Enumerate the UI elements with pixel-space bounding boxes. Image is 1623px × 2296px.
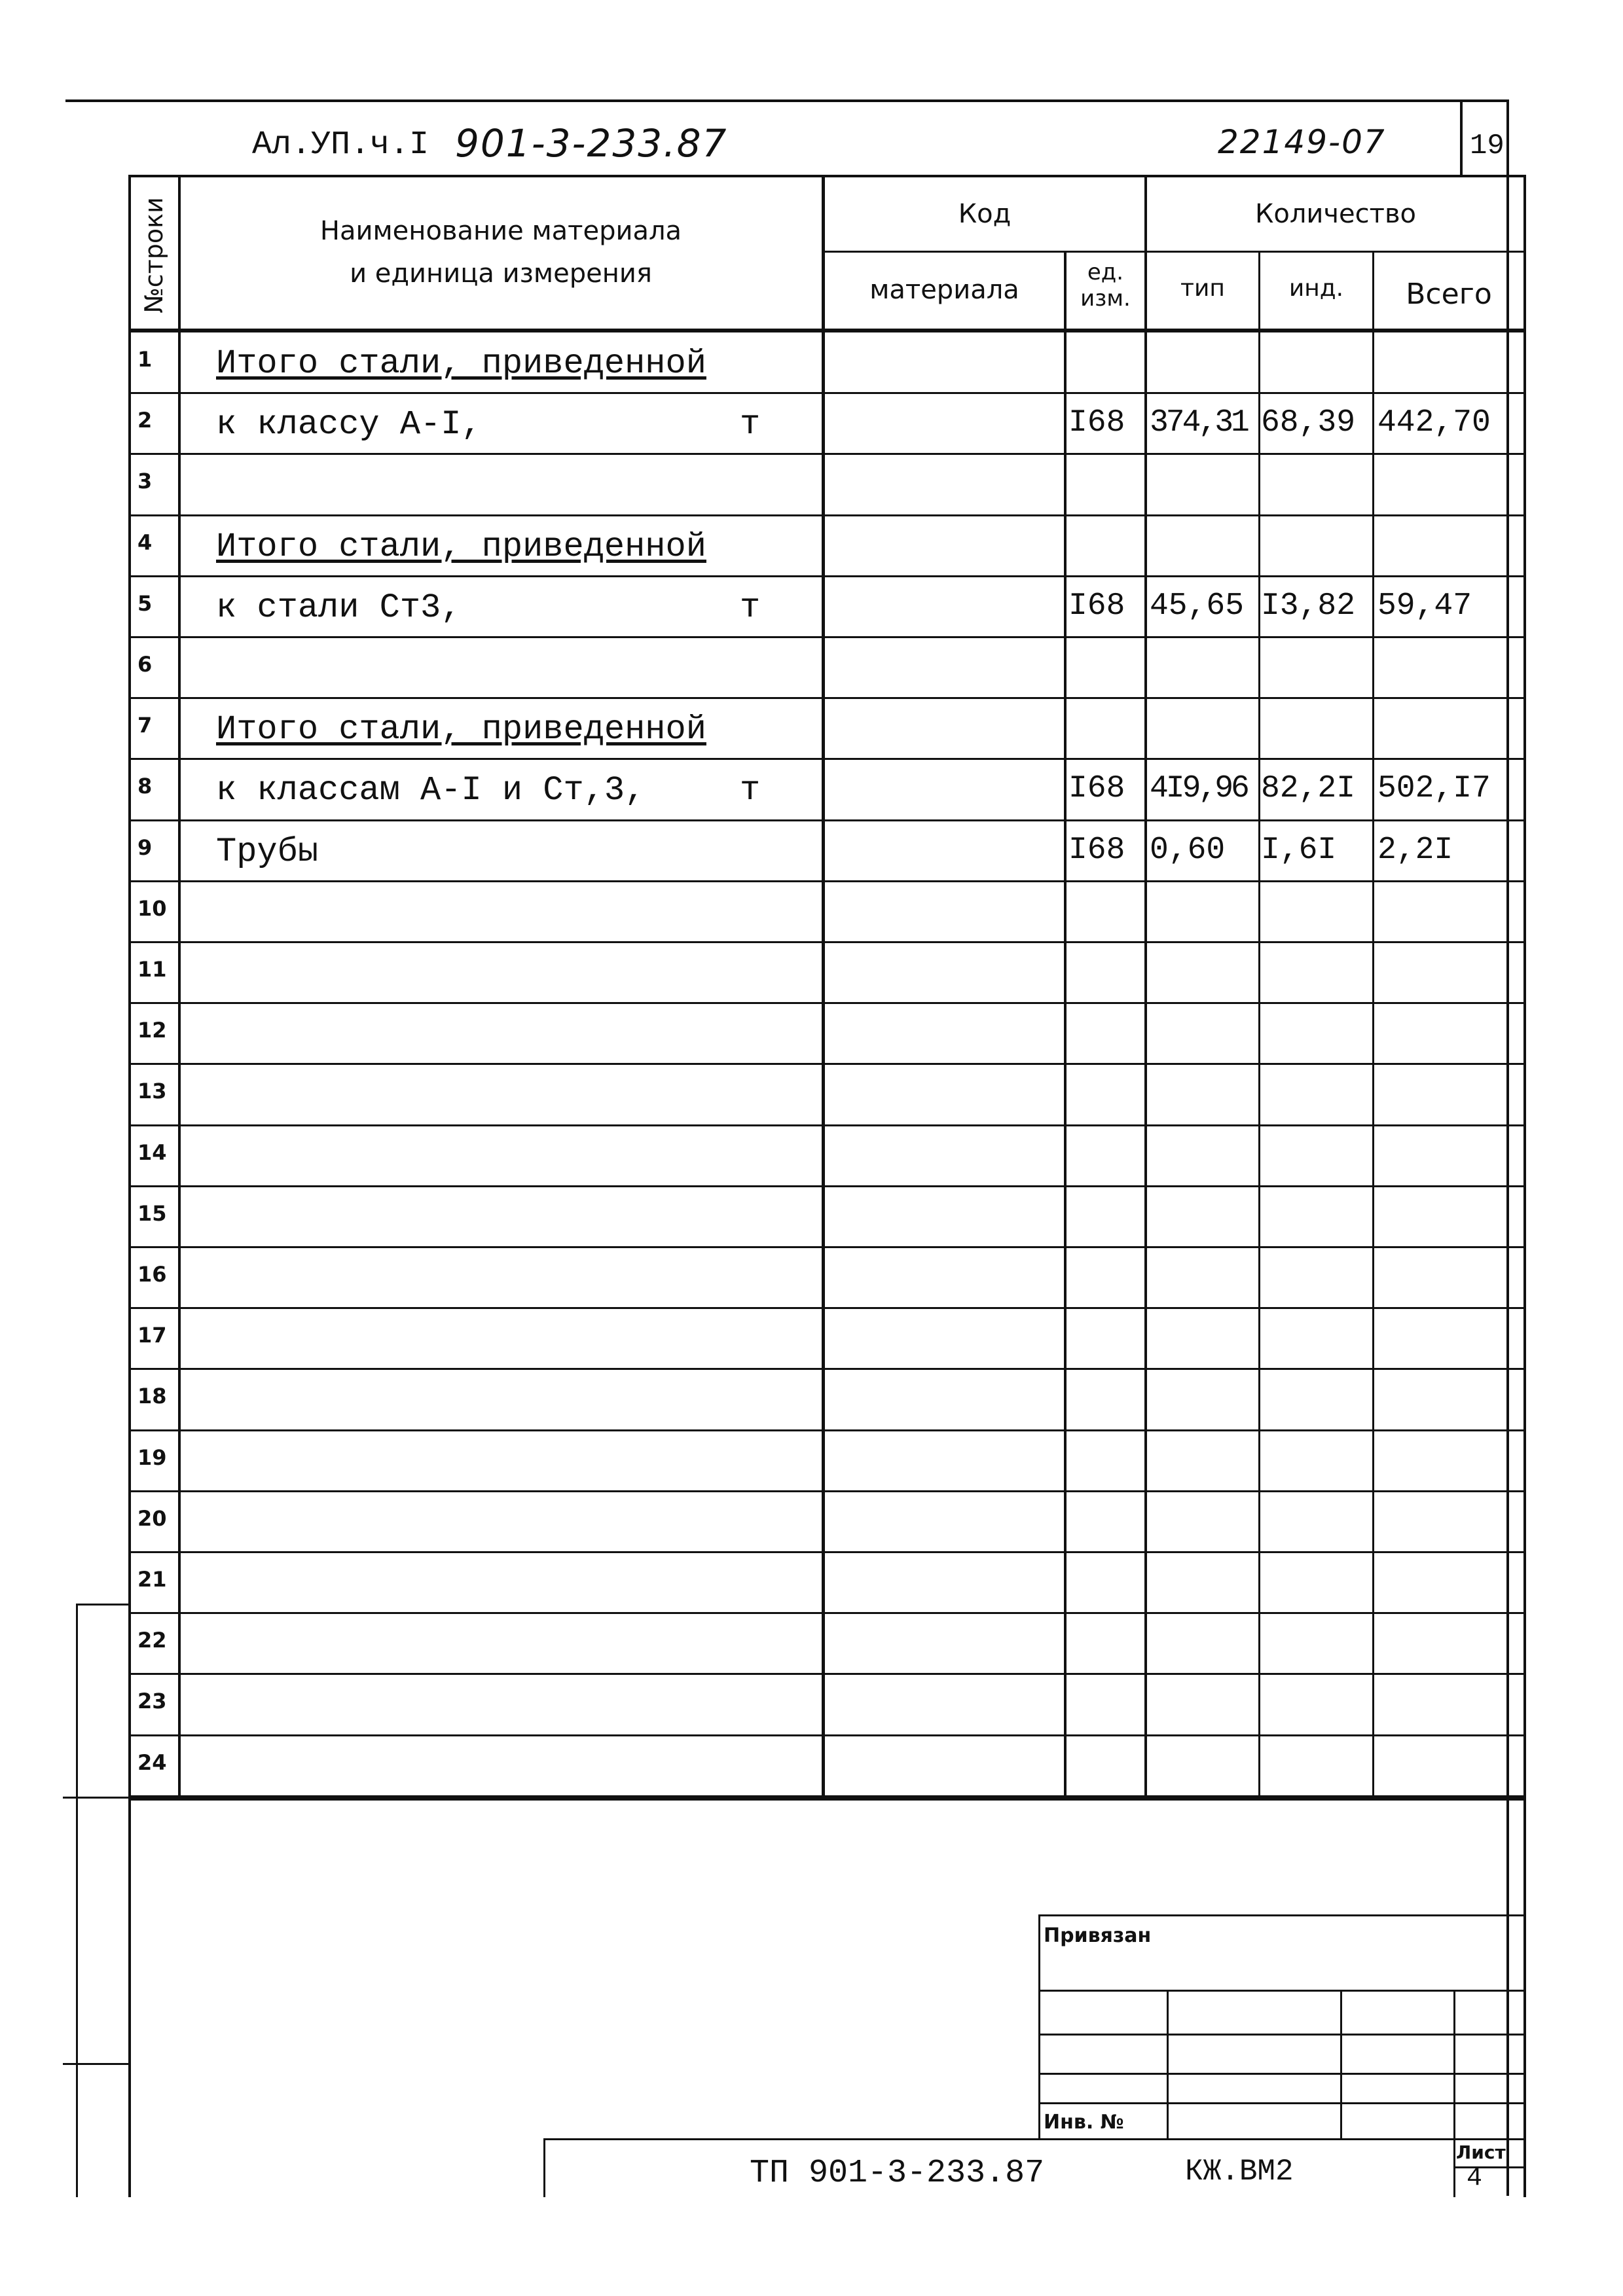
- row-divider: [130, 758, 1525, 760]
- row-qty-total: 502,I7: [1377, 771, 1491, 806]
- row-divider: [130, 1673, 1525, 1675]
- archive-number: 22149-07: [1218, 123, 1386, 161]
- row-number: 3: [137, 469, 153, 493]
- row-number: 22: [137, 1628, 167, 1653]
- bound-label: Привязан: [1044, 1924, 1152, 1947]
- quantity-header: Количество: [1254, 199, 1416, 229]
- rownum-header: №строки: [139, 197, 169, 314]
- row-divider: [130, 880, 1525, 882]
- title-block-top: [543, 2138, 1525, 2140]
- row-divider: [130, 1307, 1525, 1309]
- code-header: Код: [958, 199, 1012, 229]
- stamp-col-2: [1340, 1990, 1342, 2140]
- unit-header-line2: изм.: [1080, 285, 1131, 312]
- row-number: 20: [137, 1506, 167, 1531]
- project-number: 901-3-233.87: [455, 121, 728, 166]
- row-divider: [130, 1063, 1525, 1065]
- row-divider: [130, 1185, 1525, 1187]
- divider-material: [1064, 252, 1067, 1800]
- row-divider: [130, 636, 1525, 638]
- row-qty-total: 2,2I: [1377, 833, 1453, 868]
- row-qty-type: 0,60: [1150, 833, 1226, 868]
- row-number: 1: [137, 347, 153, 372]
- row-number: 14: [137, 1140, 167, 1165]
- row-number: 17: [137, 1323, 167, 1348]
- row-divider: [130, 1612, 1525, 1614]
- row-divider: [130, 819, 1525, 821]
- stamp-col-1: [1167, 1990, 1169, 2140]
- row-divider: [130, 1734, 1525, 1736]
- row-number: 10: [137, 896, 167, 921]
- stamp-row-2: [1038, 2034, 1525, 2036]
- row-qty-type: 374,31: [1150, 405, 1247, 440]
- row-divider: [130, 514, 1525, 516]
- row-number: 11: [137, 957, 167, 982]
- row-number: 15: [137, 1201, 167, 1226]
- row-qty-ind: I,6I: [1261, 833, 1337, 868]
- row-qty-ind: 68,39: [1261, 405, 1356, 440]
- row-divider: [130, 1124, 1525, 1126]
- row-divider: [130, 392, 1525, 394]
- row-name: к классу А-I,: [216, 405, 482, 444]
- divider-type: [1258, 252, 1260, 1800]
- binding-tick-3: [63, 2063, 130, 2065]
- row-number: 8: [137, 774, 153, 798]
- type-header: тип: [1180, 275, 1225, 302]
- row-number: 18: [137, 1384, 167, 1408]
- row-number: 13: [137, 1079, 167, 1103]
- row-divider: [130, 1551, 1525, 1553]
- row-number: 7: [137, 713, 153, 738]
- row-qty-ind: I3,82: [1261, 588, 1356, 624]
- row-name: Трубы: [216, 833, 319, 871]
- row-number: 19: [137, 1445, 167, 1470]
- binding-line-outer: [76, 1604, 78, 2197]
- total-header: Всего: [1406, 278, 1492, 311]
- page-number-box-left: [1460, 101, 1463, 175]
- divider-ind: [1372, 252, 1374, 1800]
- divider-unit: [1144, 175, 1147, 1800]
- row-qty-type: 45,65: [1150, 588, 1245, 624]
- sheet-value: 4: [1467, 2164, 1483, 2193]
- row-unit-code: I68: [1068, 405, 1125, 440]
- row-divider: [130, 941, 1525, 943]
- row-number: 21: [137, 1567, 167, 1592]
- stamp-row-4: [1038, 2102, 1525, 2104]
- sheet-cell-divider: [1453, 2166, 1525, 2168]
- row-qty-total: 59,47: [1377, 588, 1472, 624]
- name-header-line1: Наименование материала: [319, 216, 682, 246]
- row-unit-letter: т: [740, 588, 761, 627]
- material-header: материала: [869, 275, 1019, 305]
- row-unit-letter: т: [740, 771, 761, 810]
- top-rule: [65, 99, 1509, 102]
- row-number: 12: [137, 1018, 167, 1043]
- row-name: к классам А-I и Ст,3,: [216, 771, 646, 810]
- table-bottom-border: [128, 1797, 1526, 1801]
- row-number: 5: [137, 591, 153, 616]
- row-divider: [130, 697, 1525, 699]
- row-unit-code: I68: [1068, 588, 1125, 624]
- row-number: 2: [137, 408, 153, 433]
- row-unit-code: I68: [1068, 833, 1125, 868]
- row-number: 24: [137, 1750, 167, 1775]
- stamp-row-3: [1038, 2073, 1525, 2075]
- document-mark: КЖ.ВМ2: [1185, 2155, 1294, 2189]
- document-code: ТП 901-3-233.87: [750, 2155, 1045, 2192]
- row-divider: [130, 575, 1525, 577]
- row-name: Итого стали, приведенной: [216, 710, 706, 749]
- row-unit-code: I68: [1068, 771, 1125, 806]
- row-number: 6: [137, 652, 153, 677]
- row-qty-type: 4I9,96: [1150, 771, 1247, 806]
- header-subdivider: [823, 251, 1525, 253]
- binding-tick-2: [63, 1797, 130, 1799]
- row-number: 23: [137, 1689, 167, 1713]
- row-name: Итого стали, приведенной: [216, 344, 706, 383]
- stamp-row-1: [1038, 1990, 1525, 1992]
- stamp-top-border: [1038, 1914, 1525, 1916]
- row-unit-letter: т: [740, 405, 761, 444]
- row-qty-ind: 82,2I: [1261, 771, 1356, 806]
- row-name: к стали Ст3,: [216, 588, 462, 627]
- row-qty-total: 442,70: [1377, 405, 1491, 440]
- name-header-line2: и единица измерения: [350, 259, 652, 289]
- stamp-col-3: [1453, 1990, 1455, 2140]
- page-number-box-right: [1506, 101, 1509, 2196]
- page-number: 19: [1470, 130, 1504, 162]
- row-divider: [130, 1429, 1525, 1431]
- divider-name: [822, 175, 825, 1800]
- row-divider: [130, 453, 1525, 455]
- ind-header: инд.: [1288, 275, 1344, 302]
- row-divider: [130, 1490, 1525, 1492]
- row-divider: [130, 1002, 1525, 1004]
- row-divider: [130, 1368, 1525, 1370]
- row-number: 16: [137, 1262, 167, 1287]
- table-top-border: [128, 175, 1526, 177]
- sheet-label: Лист: [1456, 2142, 1506, 2163]
- inv-number-label: Инв. №: [1044, 2111, 1124, 2134]
- row-number: 4: [137, 530, 153, 555]
- header-bottom-border: [128, 329, 1526, 332]
- row-divider: [130, 1246, 1525, 1248]
- unit-header-line1: ед.: [1087, 259, 1124, 285]
- binding-tick-1: [76, 1604, 130, 1605]
- row-name: Итого стали, приведенной: [216, 528, 706, 566]
- title-block-left: [543, 2138, 545, 2197]
- stamp-left-border: [1038, 1914, 1040, 2140]
- row-number: 9: [137, 835, 153, 860]
- album-code: Ал.УП.ч.I: [252, 126, 429, 164]
